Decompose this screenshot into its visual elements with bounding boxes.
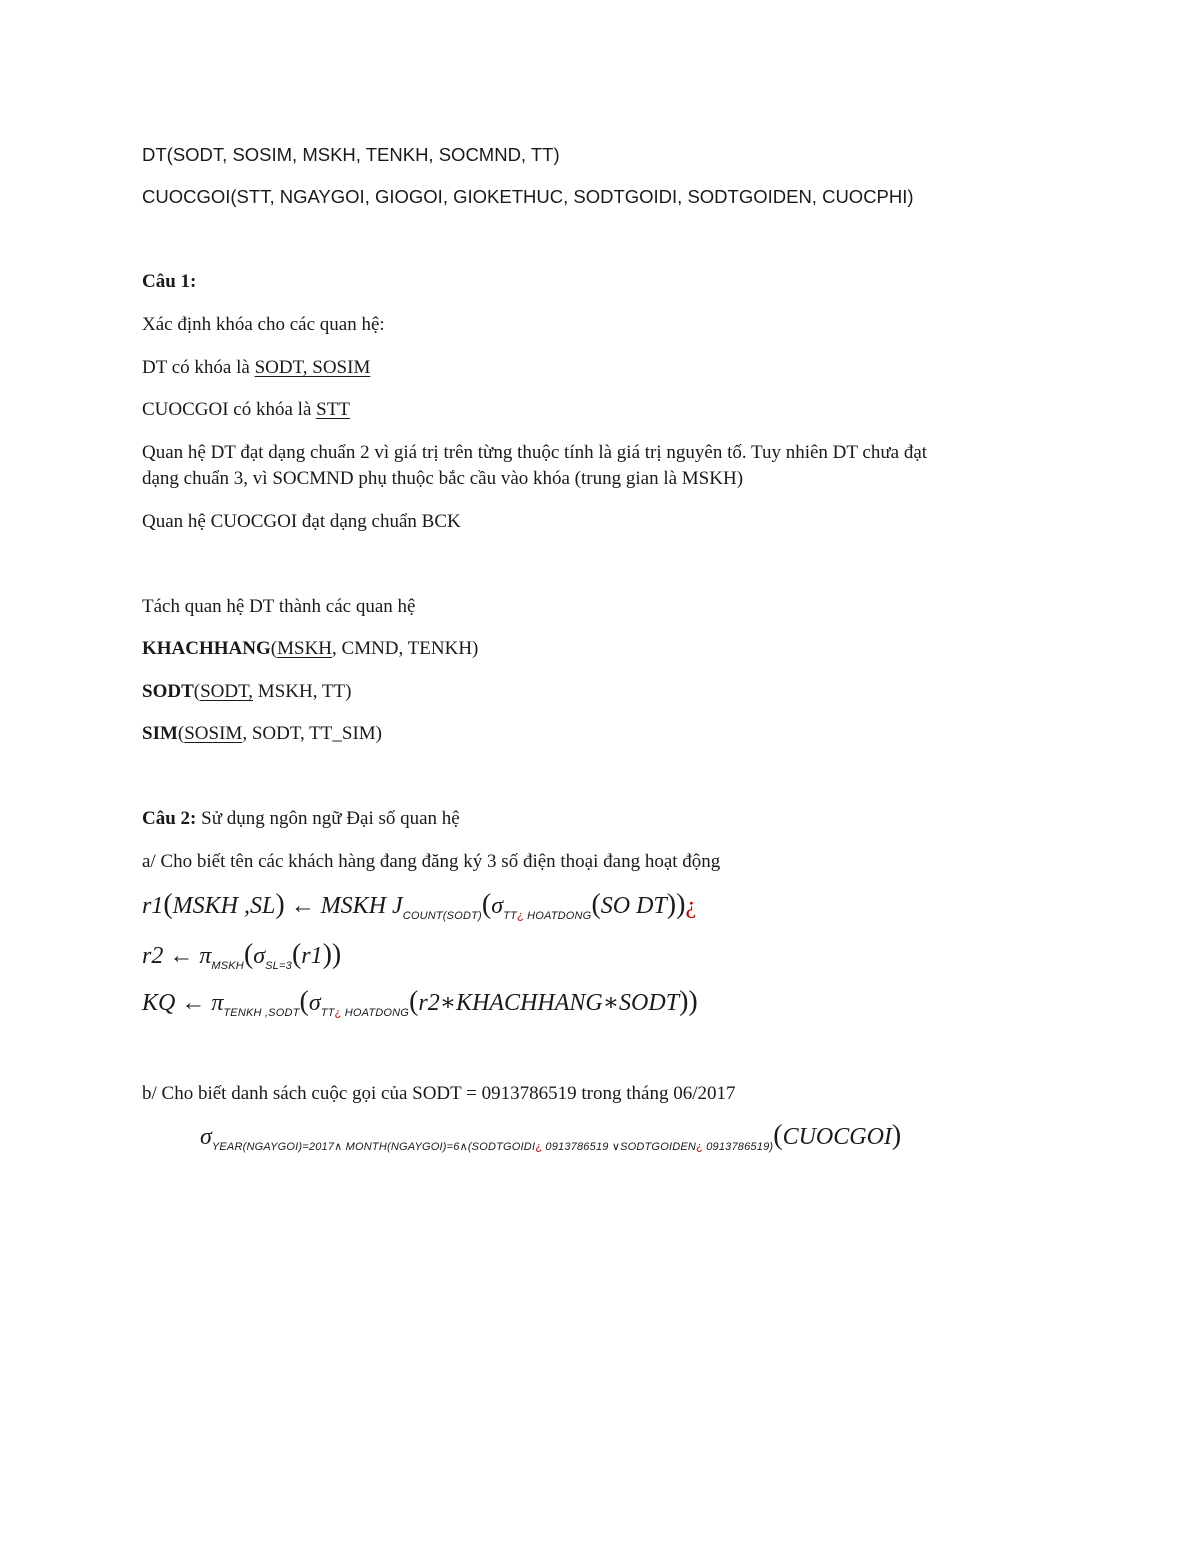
relation-khachhang <box>142 637 478 661</box>
relation-ref: r1 <box>301 943 323 969</box>
sigma-symbol: σ <box>253 943 266 969</box>
dt-key-prefix: DT có khóa là <box>142 357 255 378</box>
sigma-sub: TT <box>320 1007 335 1019</box>
formula-lhs: r1 <box>142 893 164 919</box>
pi-sub: TENKH ,SODT <box>223 1007 300 1019</box>
cg-key-prefix: CUOCGOI có khóa là <box>142 399 317 420</box>
relation-key: SOSIM <box>184 723 243 744</box>
q2-a-text: a/ Cho biết tên các khách hàng đang đăng ký 3 số điện thoại đang hoạt động <box>142 851 721 872</box>
pi-sub: MSKH <box>211 960 244 972</box>
sigma-sub-glyph: ¿ <box>516 910 524 922</box>
paren: ( <box>270 638 278 659</box>
formula-tail-glyph: ¿ <box>685 893 697 919</box>
nf-line-1: Quan hệ DT đạt dạng chuẩn 2 vì giá trị trên từng thuộc tính là giá trị nguyên tố. Tuy nhiên DT chưa đạt <box>142 442 928 463</box>
nf-line-2: dạng chuẩn 3, vì SOCMND phụ thuộc bắc cầu vào khóa (trung gian là MSKH) <box>142 468 744 489</box>
formula-r2: r2 ← $\pi_{MSKH}(\sigma_{SL=3}(r1))$ <box>142 939 342 972</box>
split-intro: Tách quan hệ DT thành các quan hệ <box>142 596 416 617</box>
relation-name: SODT <box>142 681 194 702</box>
schema-dt: DT(SODT, SOSIM, MSKH, TENKH, SOCMND, TT) <box>142 144 560 165</box>
sigma-symbol: σ <box>491 893 504 919</box>
cg-key-line <box>142 398 350 422</box>
q2-heading: Câu 2: <box>142 808 197 829</box>
q2-b-text: b/ Cho biết danh sách cuộc gọi của SODT = 0913786519 trong tháng 06/2017 <box>142 1083 736 1104</box>
aggregate-op: J <box>392 893 403 919</box>
relation-attrs: , CMND, TENKH) <box>332 638 479 659</box>
assign-arrow: ← <box>169 943 194 969</box>
sigma-symbol: σ <box>308 990 321 1016</box>
q1-heading: Câu 1: <box>142 271 197 292</box>
dt-key: SODT, SOSIM <box>254 357 371 378</box>
relation-ref: SO DT <box>600 893 667 919</box>
sigma-sub-glyph: ¿ <box>334 1007 342 1019</box>
relation-ref: CUOCGOI <box>782 1124 892 1150</box>
q1-intro: Xác định khóa cho các quan hệ: <box>142 314 385 335</box>
relation-key: MSKH <box>277 638 333 659</box>
relation-sim <box>142 722 382 746</box>
cg-key: STT <box>316 399 350 420</box>
formula-args: MSKH ,SL <box>172 893 276 919</box>
formula-b: $\sigma_{YEAR(NGAYGOI)=2017\wedge MONTH(NGAYGOI)=6\wedge(SODTGOIDI¿ 0913786519 \vee SODTGOIDEN¿ 0913786519)}(CUOCGOI)$ <box>200 1120 902 1153</box>
dt-key-line <box>142 356 370 380</box>
formula-lhs: r2 <box>142 943 164 969</box>
bck-line: Quan hệ CUOCGOI đạt dạng chuẩn BCK <box>142 511 461 532</box>
q2-heading-rest: Sử dụng ngôn ngữ Đại số quan hệ <box>196 808 460 829</box>
paren: ( <box>193 681 201 702</box>
sigma-sub-glyph: ¿ <box>535 1141 543 1153</box>
paren: ( <box>177 723 185 744</box>
schema-cuocgoi: CUOCGOI(STT, NGAYGOI, GIOGOI, GIOKETHUC, SODTGOIDI, SODTGOIDEN, CUOCPHI) <box>142 186 914 207</box>
formula-lhs: KQ <box>142 990 176 1016</box>
sigma-sub-glyph: ¿ <box>696 1141 703 1153</box>
pi-symbol: π <box>211 990 224 1016</box>
relation-name: KHACHHANG <box>142 638 271 659</box>
relation-sodt <box>142 680 351 704</box>
relation-name: SIM <box>142 723 178 744</box>
sigma-sub: YEAR(NGAYGOI)=2017∧ MONTH(NGAYGOI)=6∧(SODTGOIDI <box>211 1141 536 1153</box>
sigma-sub: TT <box>503 910 517 922</box>
group-attr: MSKH <box>320 893 387 919</box>
assign-arrow: ← <box>290 893 315 919</box>
sigma-sub: 0913786519) <box>702 1141 774 1153</box>
relation-attrs: , SODT, TT_SIM) <box>242 723 383 744</box>
sigma-sub: SL=3 <box>265 960 292 972</box>
relation-attrs: MSKH, TT) <box>253 681 352 702</box>
sigma-symbol: σ <box>200 1124 212 1150</box>
relation-key: SODT, <box>200 681 254 702</box>
pi-symbol: π <box>199 943 212 969</box>
formula-kq: KQ ← $\pi_{TENKH ,SODT}(\sigma_{TT¿ HOATDONG}(r2∗KHACHHANG∗SODT))$ <box>142 986 698 1019</box>
sigma-sub-value: HOATDONG <box>523 910 592 922</box>
aggregate-sub: COUNT(SODT) <box>402 910 482 922</box>
sigma-sub-value: HOATDONG <box>341 1007 410 1019</box>
formula-r1: r1(MSKH ,SL) ← MSKH $J_{COUNT(SODT)}(\sigma_{TT¿ HOATDONG}(SO$ DT))¿ <box>142 889 697 922</box>
assign-arrow: ← <box>181 990 206 1016</box>
q2-heading-line <box>142 807 460 831</box>
sigma-sub: 0913786519 ∨SODTGOIDEN <box>542 1141 697 1153</box>
relation-ref: r2∗KHACHHANG∗SODT <box>418 990 680 1016</box>
